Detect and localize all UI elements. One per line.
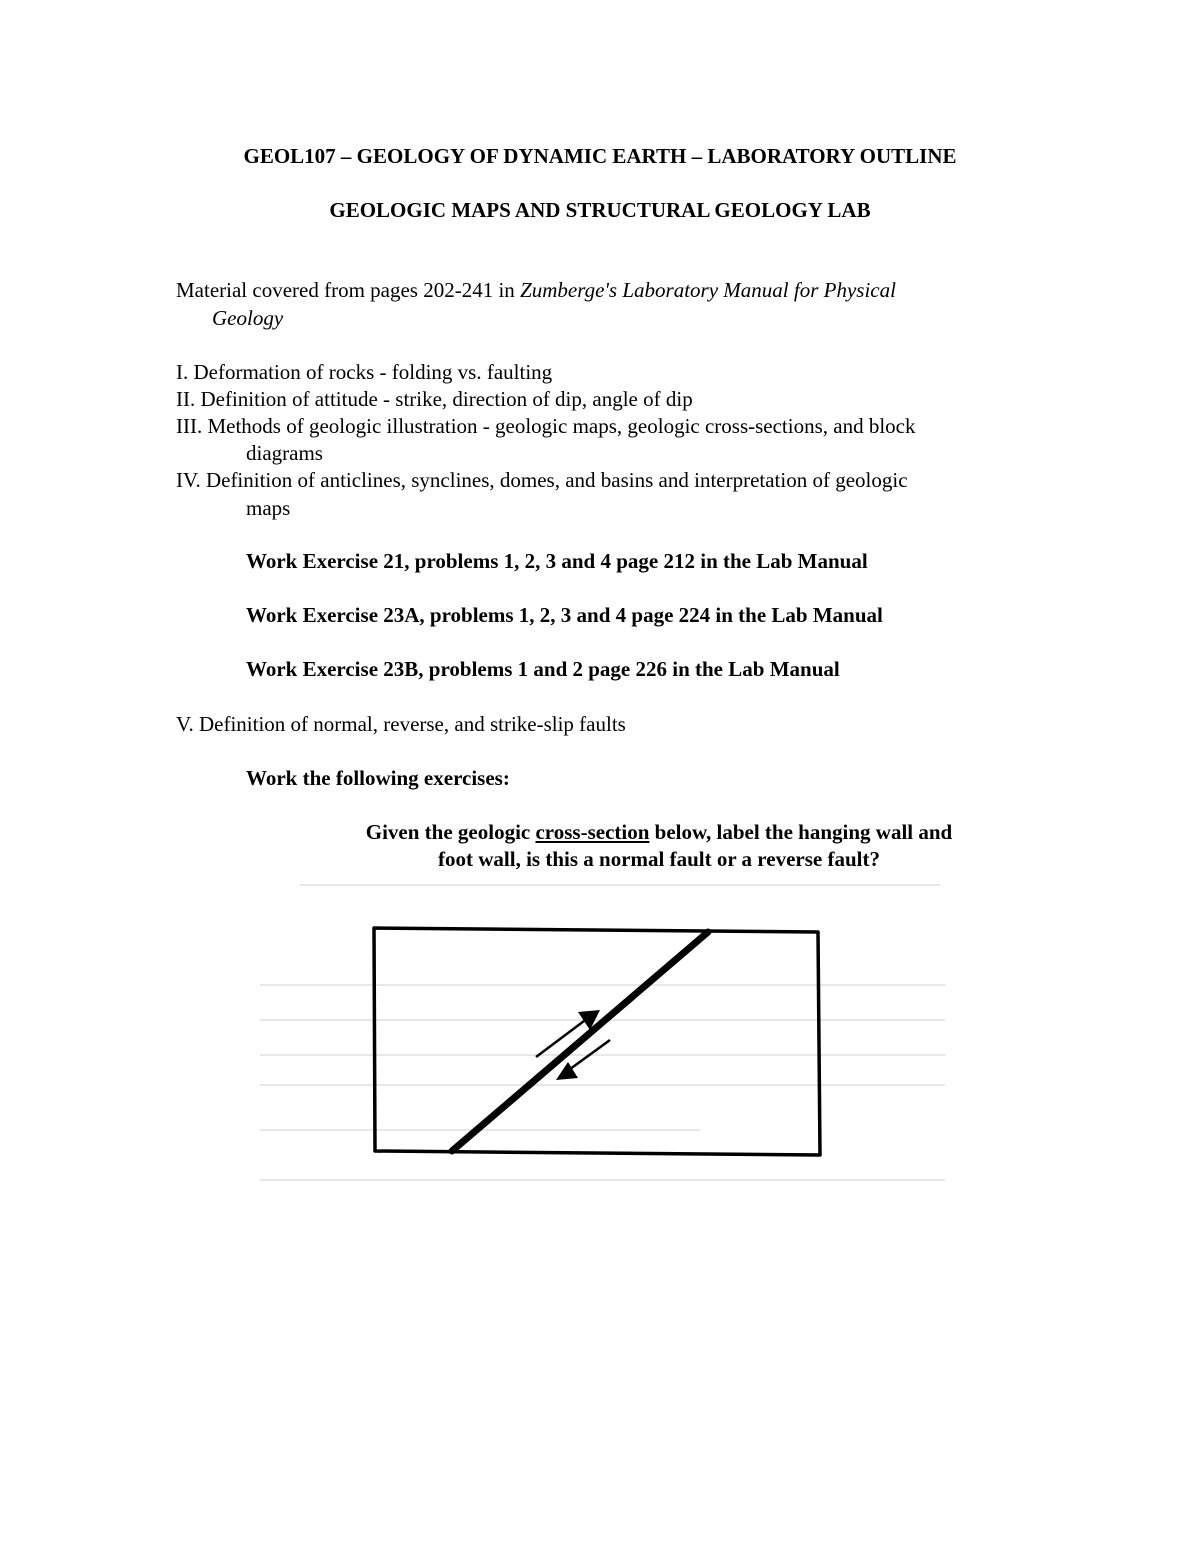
manual-title: Zumberge's Laboratory Manual for Physical	[520, 278, 896, 302]
course-title: GEOL107 – GEOLOGY OF DYNAMIC EARTH – LABORATORY OUTLINE	[243, 144, 957, 168]
following-exercises-label: Work the following exercises:	[246, 766, 510, 790]
manual-title-continued: Geology	[212, 306, 284, 330]
topic-iv: IV. Definition of anticlines, synclines, domes, and basins and interpretation of geologic	[176, 468, 908, 492]
question-part-1: Given the geologic	[365, 820, 536, 844]
material-line	[176, 277, 896, 304]
exercise-23a: Work Exercise 23A, problems 1, 2, 3 and 4 page 224 in the Lab Manual	[246, 603, 883, 627]
cross-section-block	[374, 928, 820, 1155]
topic-iii-continued: diagrams	[246, 441, 323, 465]
question-part-2: below, label the hanging wall and	[649, 820, 953, 844]
topic-iv-continued: maps	[246, 496, 291, 520]
material-prefix: Material covered from pages 202-241 in	[176, 278, 521, 302]
topic-ii: II. Definition of attitude - strike, direction of dip, angle of dip	[176, 387, 693, 411]
topic-i: I. Deformation of rocks - folding vs. faulting	[176, 360, 553, 384]
lab-title: GEOLOGIC MAPS AND STRUCTURAL GEOLOGY LAB	[329, 198, 871, 222]
exercise-21: Work Exercise 21, problems 1, 2, 3 and 4 page 212 in the Lab Manual	[246, 549, 868, 573]
fault-cross-section-figure	[240, 860, 960, 1220]
question-line-1	[0, 819, 1200, 846]
topic-iii: III. Methods of geologic illustration - geologic maps, geologic cross-sections, and block	[176, 414, 916, 438]
question-line-2: foot wall, is this a normal fault or a reverse fault?	[438, 847, 880, 871]
topic-v: V. Definition of normal, reverse, and strike-slip faults	[176, 712, 626, 736]
fault-plane-line	[452, 932, 708, 1151]
cross-section-term: cross-section	[535, 820, 650, 844]
exercise-23b: Work Exercise 23B, problems 1 and 2 page 226 in the Lab Manual	[246, 657, 840, 681]
